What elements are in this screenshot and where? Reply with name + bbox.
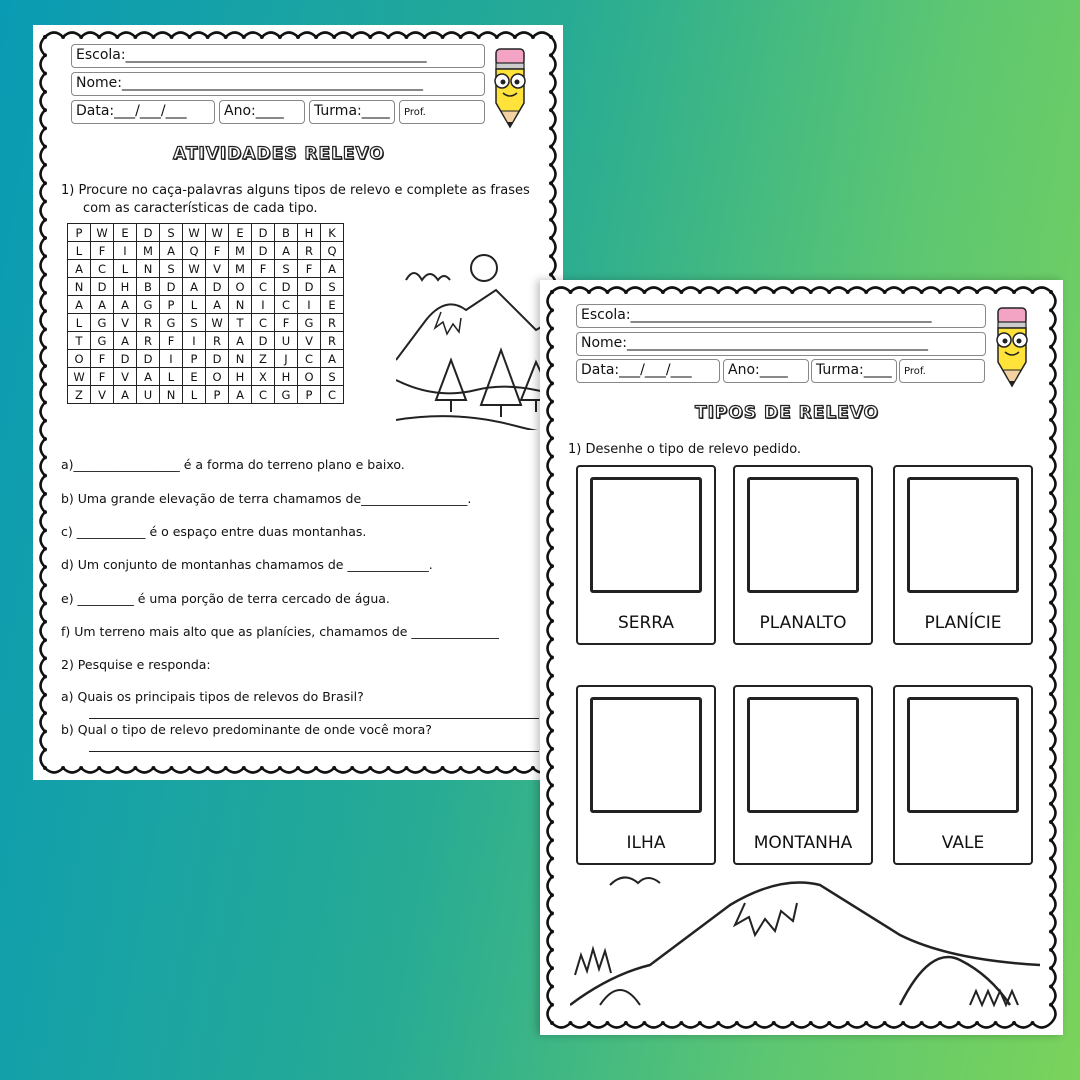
word-search-cell[interactable]: D: [91, 278, 114, 296]
escola-field[interactable]: Escola:___________________________________________: [71, 44, 485, 68]
worksheet-tipos-de-relevo: [540, 280, 1063, 1035]
question-1: 1) Desenhe o tipo de relevo pedido.: [568, 442, 802, 457]
word-search-cell[interactable]: L: [68, 242, 91, 260]
word-search-cell[interactable]: G: [91, 314, 114, 332]
word-search-cell[interactable]: D: [275, 278, 298, 296]
answer-line-2b[interactable]: [89, 751, 539, 752]
word-search-cell[interactable]: C: [298, 350, 321, 368]
item-f: f) Um terreno mais alto que as planícies, chamamos de ______________: [61, 624, 499, 639]
word-search-cell[interactable]: H: [229, 368, 252, 386]
word-search-cell[interactable]: S: [160, 260, 183, 278]
word-search-cell[interactable]: I: [298, 296, 321, 314]
drawing-frame-vale[interactable]: VALE: [893, 685, 1033, 865]
answer-line-2a[interactable]: [89, 718, 539, 719]
word-search-cell[interactable]: C: [252, 278, 275, 296]
word-search-cell[interactable]: Z: [252, 350, 275, 368]
word-search-cell[interactable]: I: [114, 242, 137, 260]
question-1-cont: com as características de cada tipo.: [83, 201, 318, 216]
word-search-cell[interactable]: F: [91, 368, 114, 386]
word-search-cell[interactable]: C: [252, 386, 275, 404]
word-search-cell[interactable]: A: [114, 332, 137, 350]
drawing-frame-ilha[interactable]: ILHA: [576, 685, 716, 865]
mountain-landscape-illustration: [396, 250, 563, 430]
word-search-cell[interactable]: C: [252, 314, 275, 332]
word-search-cell[interactable]: P: [183, 350, 206, 368]
word-search-cell[interactable]: E: [321, 296, 344, 314]
word-search-cell[interactable]: U: [137, 386, 160, 404]
question-1: 1) Procure no caça-palavras alguns tipos de relevo e complete as frases: [61, 183, 530, 198]
word-search-cell[interactable]: E: [229, 224, 252, 242]
word-search-cell[interactable]: G: [298, 314, 321, 332]
word-search-cell[interactable]: R: [298, 242, 321, 260]
word-search-cell[interactable]: T: [229, 314, 252, 332]
word-search-cell[interactable]: N: [229, 296, 252, 314]
word-search-cell[interactable]: M: [229, 242, 252, 260]
word-search-cell[interactable]: F: [275, 314, 298, 332]
word-search-cell[interactable]: A: [206, 296, 229, 314]
word-search-cell[interactable]: B: [275, 224, 298, 242]
word-search-cell[interactable]: A: [229, 386, 252, 404]
word-search-cell[interactable]: D: [206, 350, 229, 368]
word-search-cell[interactable]: G: [91, 332, 114, 350]
word-search-cell[interactable]: N: [160, 386, 183, 404]
word-search-cell[interactable]: O: [206, 368, 229, 386]
word-search-cell[interactable]: A: [160, 242, 183, 260]
word-search-row: [68, 242, 344, 260]
word-search-cell[interactable]: A: [183, 278, 206, 296]
word-search-cell[interactable]: B: [137, 278, 160, 296]
word-search-cell[interactable]: D: [252, 242, 275, 260]
word-search-row: [68, 350, 344, 368]
item-c: c) ___________ é o espaço entre duas montanhas.: [61, 524, 367, 539]
pencil-mascot-icon: [488, 47, 532, 129]
word-search-cell[interactable]: W: [183, 260, 206, 278]
escola-field[interactable]: Escola:___________________________________________: [576, 304, 986, 328]
word-search-cell[interactable]: N: [229, 350, 252, 368]
word-search-cell[interactable]: O: [298, 368, 321, 386]
word-search-cell[interactable]: D: [206, 278, 229, 296]
prof-field[interactable]: Prof.: [399, 100, 485, 124]
word-search-cell[interactable]: O: [68, 350, 91, 368]
word-search-cell[interactable]: P: [206, 386, 229, 404]
drawing-frame-planalto[interactable]: PLANALTO: [733, 465, 873, 645]
page-title: ATIVIDADES RELEVO: [173, 144, 385, 164]
word-search-grid: [67, 223, 344, 404]
word-search-cell[interactable]: A: [114, 386, 137, 404]
word-search-cell[interactable]: D: [137, 350, 160, 368]
word-search-cell[interactable]: Q: [183, 242, 206, 260]
word-search-cell[interactable]: I: [252, 296, 275, 314]
word-search-cell[interactable]: A: [229, 332, 252, 350]
word-search-cell[interactable]: L: [68, 314, 91, 332]
word-search-cell[interactable]: D: [160, 278, 183, 296]
word-search-cell[interactable]: W: [206, 224, 229, 242]
word-search-cell[interactable]: A: [91, 296, 114, 314]
word-search-cell[interactable]: I: [183, 332, 206, 350]
word-search-row: [68, 260, 344, 278]
nome-field[interactable]: Nome:___________________________________________: [71, 72, 485, 96]
ano-field[interactable]: Ano:____: [723, 359, 809, 383]
item-a: a)_________________ é a forma do terreno plano e baixo.: [61, 457, 405, 472]
word-search-cell[interactable]: U: [275, 332, 298, 350]
word-search-cell[interactable]: N: [137, 260, 160, 278]
drawing-frame-montanha[interactable]: MONTANHA: [733, 685, 873, 865]
page-title: TIPOS DE RELEVO: [695, 403, 880, 423]
word-search-row: [68, 386, 344, 404]
worksheet-atividades-relevo: [33, 25, 563, 780]
word-search-cell[interactable]: S: [275, 260, 298, 278]
drawing-frame-planicie[interactable]: PLANÍCIE: [893, 465, 1033, 645]
word-search-row: [68, 332, 344, 350]
word-search-cell[interactable]: F: [160, 332, 183, 350]
word-search-cell[interactable]: F: [252, 260, 275, 278]
question-2b: b) Qual o tipo de relevo predominante de onde você mora?: [61, 722, 432, 737]
question-2a: a) Quais os principais tipos de relevos do Brasil?: [61, 689, 364, 704]
word-search-cell[interactable]: D: [114, 350, 137, 368]
turma-field[interactable]: Turma:____: [811, 359, 897, 383]
word-search-cell[interactable]: S: [160, 224, 183, 242]
word-search-cell[interactable]: I: [160, 350, 183, 368]
word-search-cell[interactable]: R: [137, 314, 160, 332]
word-search-cell[interactable]: P: [298, 386, 321, 404]
word-search-cell[interactable]: C: [91, 260, 114, 278]
word-search-cell[interactable]: L: [114, 260, 137, 278]
pencil-mascot-icon: [990, 306, 1034, 388]
item-b: b) Uma grande elevação de terra chamamos de_________________.: [61, 491, 472, 506]
word-search-cell[interactable]: M: [137, 242, 160, 260]
word-search-cell[interactable]: R: [321, 314, 344, 332]
word-search-cell[interactable]: W: [183, 224, 206, 242]
word-search-cell[interactable]: W: [68, 368, 91, 386]
item-d: d) Um conjunto de montanhas chamamos de _____________.: [61, 557, 433, 572]
word-search-cell[interactable]: V: [91, 386, 114, 404]
word-search-cell[interactable]: V: [206, 260, 229, 278]
word-search-row: [68, 296, 344, 314]
prof-field[interactable]: Prof.: [899, 359, 985, 383]
word-search-cell[interactable]: S: [183, 314, 206, 332]
word-search-cell[interactable]: A: [321, 350, 344, 368]
word-search-cell[interactable]: W: [91, 224, 114, 242]
word-search-cell[interactable]: V: [114, 368, 137, 386]
word-search-cell[interactable]: F: [206, 242, 229, 260]
word-search-cell[interactable]: F: [91, 242, 114, 260]
word-search-cell[interactable]: H: [114, 278, 137, 296]
word-search-cell[interactable]: F: [91, 350, 114, 368]
word-search-cell[interactable]: G: [160, 314, 183, 332]
drawing-frame-serra[interactable]: SERRA: [576, 465, 716, 645]
word-search-cell[interactable]: C: [321, 386, 344, 404]
word-search-row: [68, 278, 344, 296]
question-2: 2) Pesquise e responda:: [61, 657, 211, 672]
word-search-cell[interactable]: F: [298, 260, 321, 278]
word-search-cell[interactable]: C: [275, 296, 298, 314]
word-search-cell[interactable]: T: [68, 332, 91, 350]
word-search-cell[interactable]: H: [275, 368, 298, 386]
word-search-cell[interactable]: H: [298, 224, 321, 242]
word-search-cell[interactable]: D: [298, 278, 321, 296]
word-search-cell[interactable]: G: [275, 386, 298, 404]
word-search-cell[interactable]: S: [321, 278, 344, 296]
word-search-cell[interactable]: G: [137, 296, 160, 314]
word-search-cell[interactable]: L: [183, 386, 206, 404]
word-search-cell[interactable]: Q: [321, 242, 344, 260]
word-search-cell[interactable]: N: [68, 278, 91, 296]
word-search-cell[interactable]: M: [229, 260, 252, 278]
word-search-cell[interactable]: L: [183, 296, 206, 314]
mountain-landscape-illustration: [570, 865, 1040, 1015]
word-search-row: [68, 368, 344, 386]
word-search-cell[interactable]: A: [68, 296, 91, 314]
word-search-cell[interactable]: Z: [68, 386, 91, 404]
word-search-row: [68, 314, 344, 332]
word-search-cell[interactable]: O: [229, 278, 252, 296]
word-search-cell[interactable]: P: [160, 296, 183, 314]
word-search-cell[interactable]: A: [68, 260, 91, 278]
nome-field[interactable]: Nome:___________________________________________: [576, 332, 986, 356]
word-search-cell[interactable]: W: [206, 314, 229, 332]
word-search-cell[interactable]: D: [137, 224, 160, 242]
word-search-cell[interactable]: P: [68, 224, 91, 242]
data-field[interactable]: Data:___/___/___: [71, 100, 215, 124]
word-search-row: [68, 224, 344, 242]
word-search-cell[interactable]: A: [321, 260, 344, 278]
word-search-cell[interactable]: E: [114, 224, 137, 242]
word-search-cell[interactable]: K: [321, 224, 344, 242]
word-search-cell[interactable]: V: [114, 314, 137, 332]
item-e: e) _________ é uma porção de terra cercado de água.: [61, 591, 390, 606]
word-search-cell[interactable]: D: [252, 332, 275, 350]
word-search-cell[interactable]: E: [183, 368, 206, 386]
word-search-cell[interactable]: J: [275, 350, 298, 368]
data-field[interactable]: Data:___/___/___: [576, 359, 720, 383]
word-search-cell[interactable]: A: [275, 242, 298, 260]
word-search-cell[interactable]: A: [114, 296, 137, 314]
word-search-cell[interactable]: X: [252, 368, 275, 386]
word-search-cell[interactable]: R: [206, 332, 229, 350]
word-search-cell[interactable]: V: [298, 332, 321, 350]
word-search-cell[interactable]: D: [252, 224, 275, 242]
word-search-cell[interactable]: R: [321, 332, 344, 350]
word-search-cell[interactable]: L: [160, 368, 183, 386]
word-search-cell[interactable]: A: [137, 368, 160, 386]
word-search-cell[interactable]: R: [137, 332, 160, 350]
ano-field[interactable]: Ano:____: [219, 100, 305, 124]
word-search-cell[interactable]: S: [321, 368, 344, 386]
turma-field[interactable]: Turma:____: [309, 100, 395, 124]
